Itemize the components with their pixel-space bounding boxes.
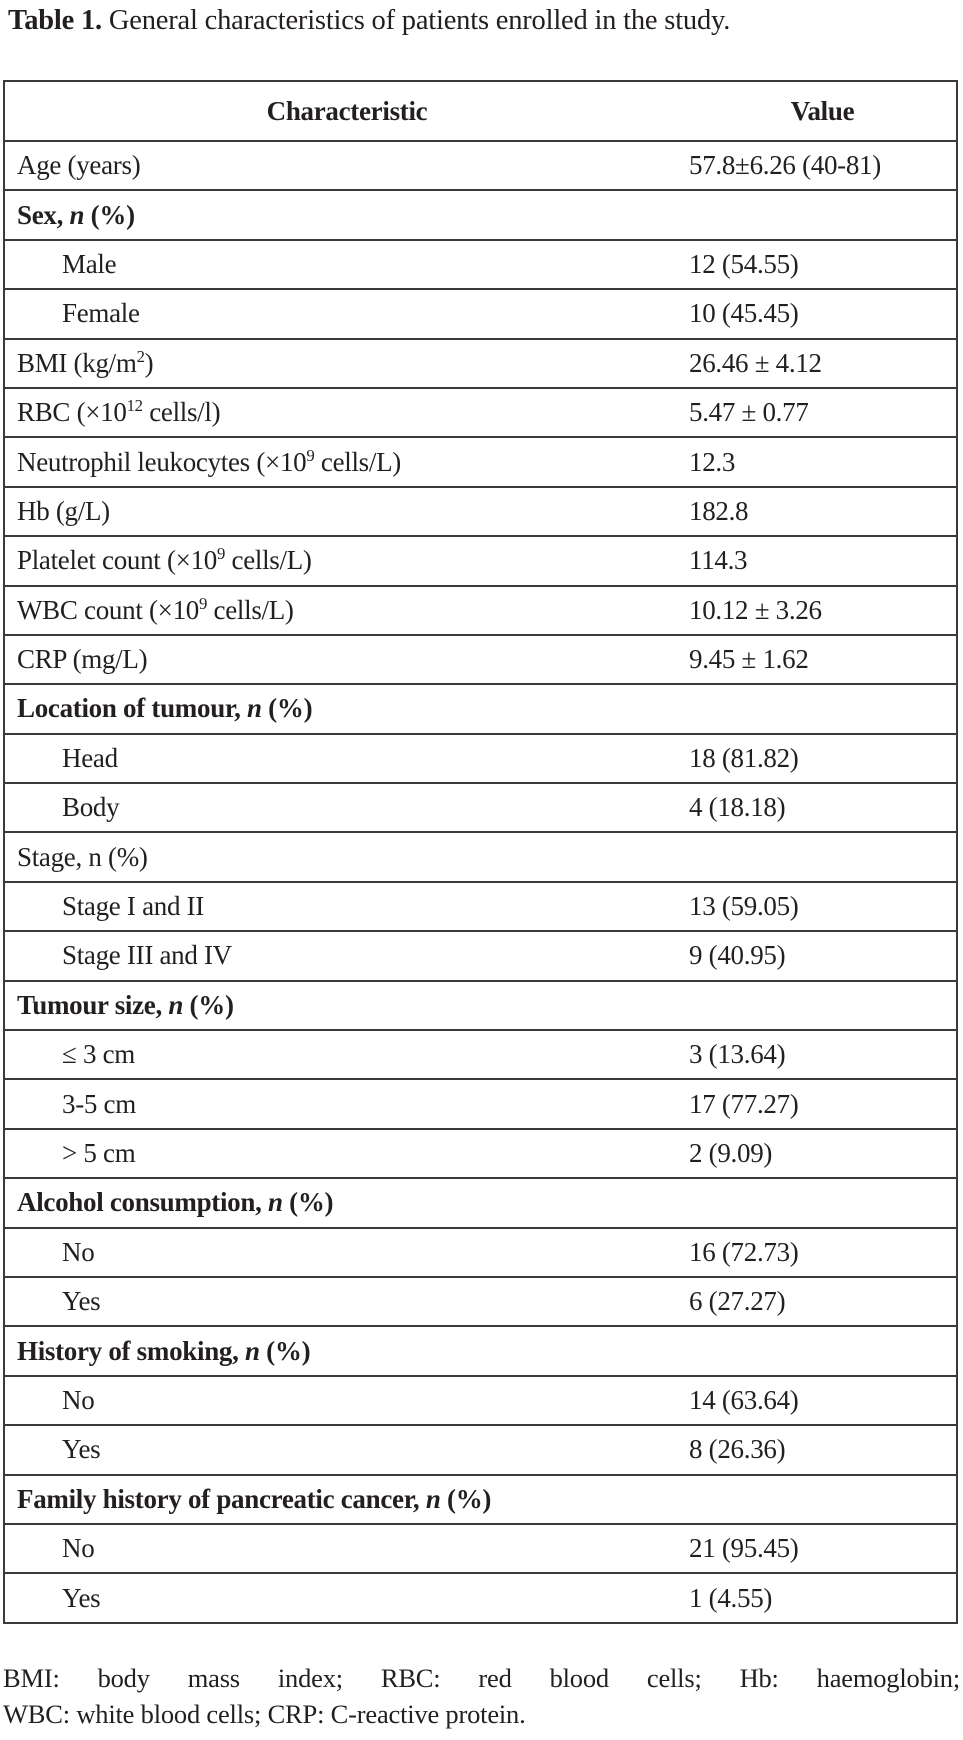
row-value: 12 (54.55): [689, 248, 799, 279]
row-label-text: ≤ 3 cm: [62, 1039, 136, 1070]
table-group-row: [5, 1474, 956, 1523]
table-row: [5, 387, 956, 436]
row-label-text: Female: [62, 298, 140, 329]
table-row: [5, 486, 956, 535]
table-group-row: [5, 1177, 956, 1226]
row-value: 10 (45.45): [689, 298, 799, 329]
row-label-text: Alcohol consumption,: [17, 1187, 268, 1218]
row-label-text: Hb (g/L): [17, 495, 110, 526]
table-caption-label: Table 1.: [8, 5, 102, 36]
row-label: [5, 447, 689, 478]
row-label: [5, 545, 689, 576]
row-value: 1 (4.55): [689, 1582, 773, 1613]
table-row: [5, 733, 956, 782]
row-value: 8 (26.36): [689, 1434, 786, 1465]
table-row: [5, 1227, 956, 1276]
table-group-row: [5, 831, 956, 880]
row-label-text: Neutrophil leukocytes (×10: [17, 446, 307, 477]
row-value: 6 (27.27): [689, 1286, 786, 1317]
table-row: [5, 436, 956, 485]
table-row: [5, 1128, 956, 1177]
row-label-text: RBC (×10: [17, 397, 127, 428]
row-value: 10.12 ± 3.26: [689, 594, 822, 625]
row-label-superscript: 9: [216, 544, 226, 564]
table-row: [5, 1523, 956, 1572]
row-value: 2 (9.09): [689, 1138, 773, 1168]
row-label: [5, 1583, 689, 1614]
row-label-text: Family history of pancreatic cancer,: [17, 1483, 426, 1514]
row-label: [5, 1434, 689, 1465]
row-label: [5, 397, 689, 428]
table-row: [5, 338, 956, 387]
row-label-tail: cells/L): [314, 446, 401, 477]
row-label: [5, 792, 689, 823]
table-row: [5, 1424, 956, 1473]
row-label-text: Stage III and IV: [62, 940, 232, 971]
column-header-value: Value: [790, 95, 855, 126]
row-label-tail: (%): [84, 199, 135, 230]
row-label-tail: (%): [282, 1187, 334, 1218]
row-label: [5, 1286, 689, 1317]
row-label-italic: n: [168, 989, 184, 1020]
row-value: 3 (13.64): [689, 1039, 786, 1070]
table-row: [5, 535, 956, 584]
row-label: [5, 1138, 689, 1169]
row-label: [5, 595, 689, 626]
table-row: [5, 1276, 956, 1325]
row-label: [5, 249, 689, 280]
row-value: 114.3: [689, 545, 748, 576]
table-row: [5, 288, 956, 337]
row-label-text: Stage, n (%): [17, 841, 148, 872]
table-group-row: [5, 683, 956, 732]
table-group-row: [5, 1325, 956, 1374]
row-value: 18 (81.82): [689, 742, 799, 773]
table-row: [5, 881, 956, 930]
row-label-tail: (%): [259, 1335, 311, 1366]
row-value: 16 (72.73): [689, 1236, 799, 1267]
row-label: [5, 693, 689, 724]
table-row: [5, 1375, 956, 1424]
row-value: 9.45 ± 1.62: [689, 644, 809, 675]
row-value: 13 (59.05): [689, 891, 799, 922]
row-label-text: History of smoking,: [17, 1335, 246, 1366]
table-caption: [8, 4, 963, 38]
row-label-italic: n: [425, 1483, 441, 1514]
row-label-text: No: [62, 1236, 95, 1267]
row-label-tail: (%): [183, 989, 234, 1020]
row-label-text: Tumour size,: [17, 989, 169, 1020]
table-footnote: [3, 1660, 960, 1732]
table-row: [5, 239, 956, 288]
row-label-tail: cells/L): [225, 545, 312, 576]
row-label-text: No: [62, 1384, 95, 1415]
table-row: [5, 585, 956, 634]
row-label-tail: cells/L): [207, 594, 294, 625]
row-label-tail: (%): [440, 1483, 492, 1514]
row-label-text: Body: [62, 792, 120, 823]
table-body: [5, 140, 956, 1622]
row-label-italic: n: [69, 199, 85, 230]
row-label: [5, 1039, 689, 1070]
row-label: [5, 842, 689, 873]
row-label: [5, 1385, 689, 1416]
table-row: [5, 930, 956, 979]
row-label: [5, 1089, 689, 1120]
row-label-text: No: [62, 1533, 95, 1564]
row-label-text: Platelet count (×10: [17, 545, 217, 576]
row-value: 57.8±6.26 (40-81): [689, 150, 881, 181]
row-value: 14 (63.64): [689, 1384, 799, 1415]
row-label-text: Sex,: [17, 199, 70, 230]
row-label: [5, 990, 689, 1021]
table-row: [5, 140, 956, 189]
row-label: [5, 1237, 689, 1268]
row-value: 26.46 ± 4.12: [689, 347, 822, 378]
row-label: [5, 348, 689, 379]
column-header-characteristic: Characteristic: [266, 95, 428, 126]
row-label-italic: n: [268, 1187, 283, 1218]
table-row: [5, 1029, 956, 1078]
row-label: [5, 1187, 689, 1218]
row-label: [5, 1533, 689, 1564]
row-label: [5, 200, 689, 231]
row-label-text: Male: [62, 248, 117, 279]
row-value: 4 (18.18): [689, 792, 786, 823]
row-label-text: Location of tumour,: [17, 693, 248, 724]
row-label-superscript: 9: [199, 593, 208, 613]
row-label-text: Stage I and II: [62, 891, 204, 922]
row-label-text: > 5 cm: [62, 1138, 136, 1168]
row-label-italic: n: [247, 693, 262, 724]
table-row: [5, 634, 956, 683]
row-label-tail: (%): [261, 693, 313, 724]
row-label-text: Age (years): [17, 150, 141, 181]
row-label: [5, 150, 689, 181]
row-label-text: BMI (kg/m: [17, 347, 137, 378]
row-label: [5, 298, 689, 329]
row-value: 12.3: [689, 446, 736, 477]
table-group-row: [5, 189, 956, 238]
characteristics-table: [3, 80, 958, 1624]
row-label: [5, 891, 689, 922]
row-value: 9 (40.95): [689, 940, 786, 971]
footnote-line-1: BMI: body mass index; RBC: red blood cells; Hb: haemoglobin;: [3, 1663, 960, 1693]
row-label-text: CRP (mg/L): [17, 644, 148, 675]
row-label: [5, 743, 689, 774]
table-header-row: [5, 82, 956, 140]
row-value: 21 (95.45): [689, 1533, 799, 1564]
row-label: [5, 644, 689, 675]
row-label: [5, 940, 689, 971]
row-label-superscript: 9: [306, 445, 315, 465]
row-label-text: 3-5 cm: [62, 1088, 136, 1119]
row-label: [5, 1484, 689, 1515]
row-label-text: Yes: [62, 1582, 101, 1613]
row-value: 5.47 ± 0.77: [689, 397, 809, 428]
row-label-text: Head: [62, 742, 118, 773]
row-label-text: WBC count (×10: [17, 594, 200, 625]
table-group-row: [5, 980, 956, 1029]
row-label-text: Yes: [62, 1434, 101, 1465]
footnote-line-2: WBC: white blood cells; CRP: C-reactive protein.: [3, 1699, 526, 1729]
table-row: [5, 1078, 956, 1127]
row-value: 17 (77.27): [689, 1088, 799, 1119]
row-value: 182.8: [689, 495, 749, 526]
row-label-tail: ): [144, 347, 154, 378]
row-label-italic: n: [245, 1335, 260, 1366]
row-label-tail: cells/l): [142, 397, 221, 428]
row-label-superscript: 2: [136, 346, 145, 366]
row-label-superscript: 12: [126, 396, 143, 416]
table-row: [5, 1572, 956, 1621]
table-caption-text: General characteristics of patients enrolled in the study.: [108, 5, 731, 36]
table-row: [5, 782, 956, 831]
row-label: [5, 1336, 689, 1367]
row-label-text: Yes: [62, 1286, 101, 1317]
row-label: [5, 496, 689, 527]
